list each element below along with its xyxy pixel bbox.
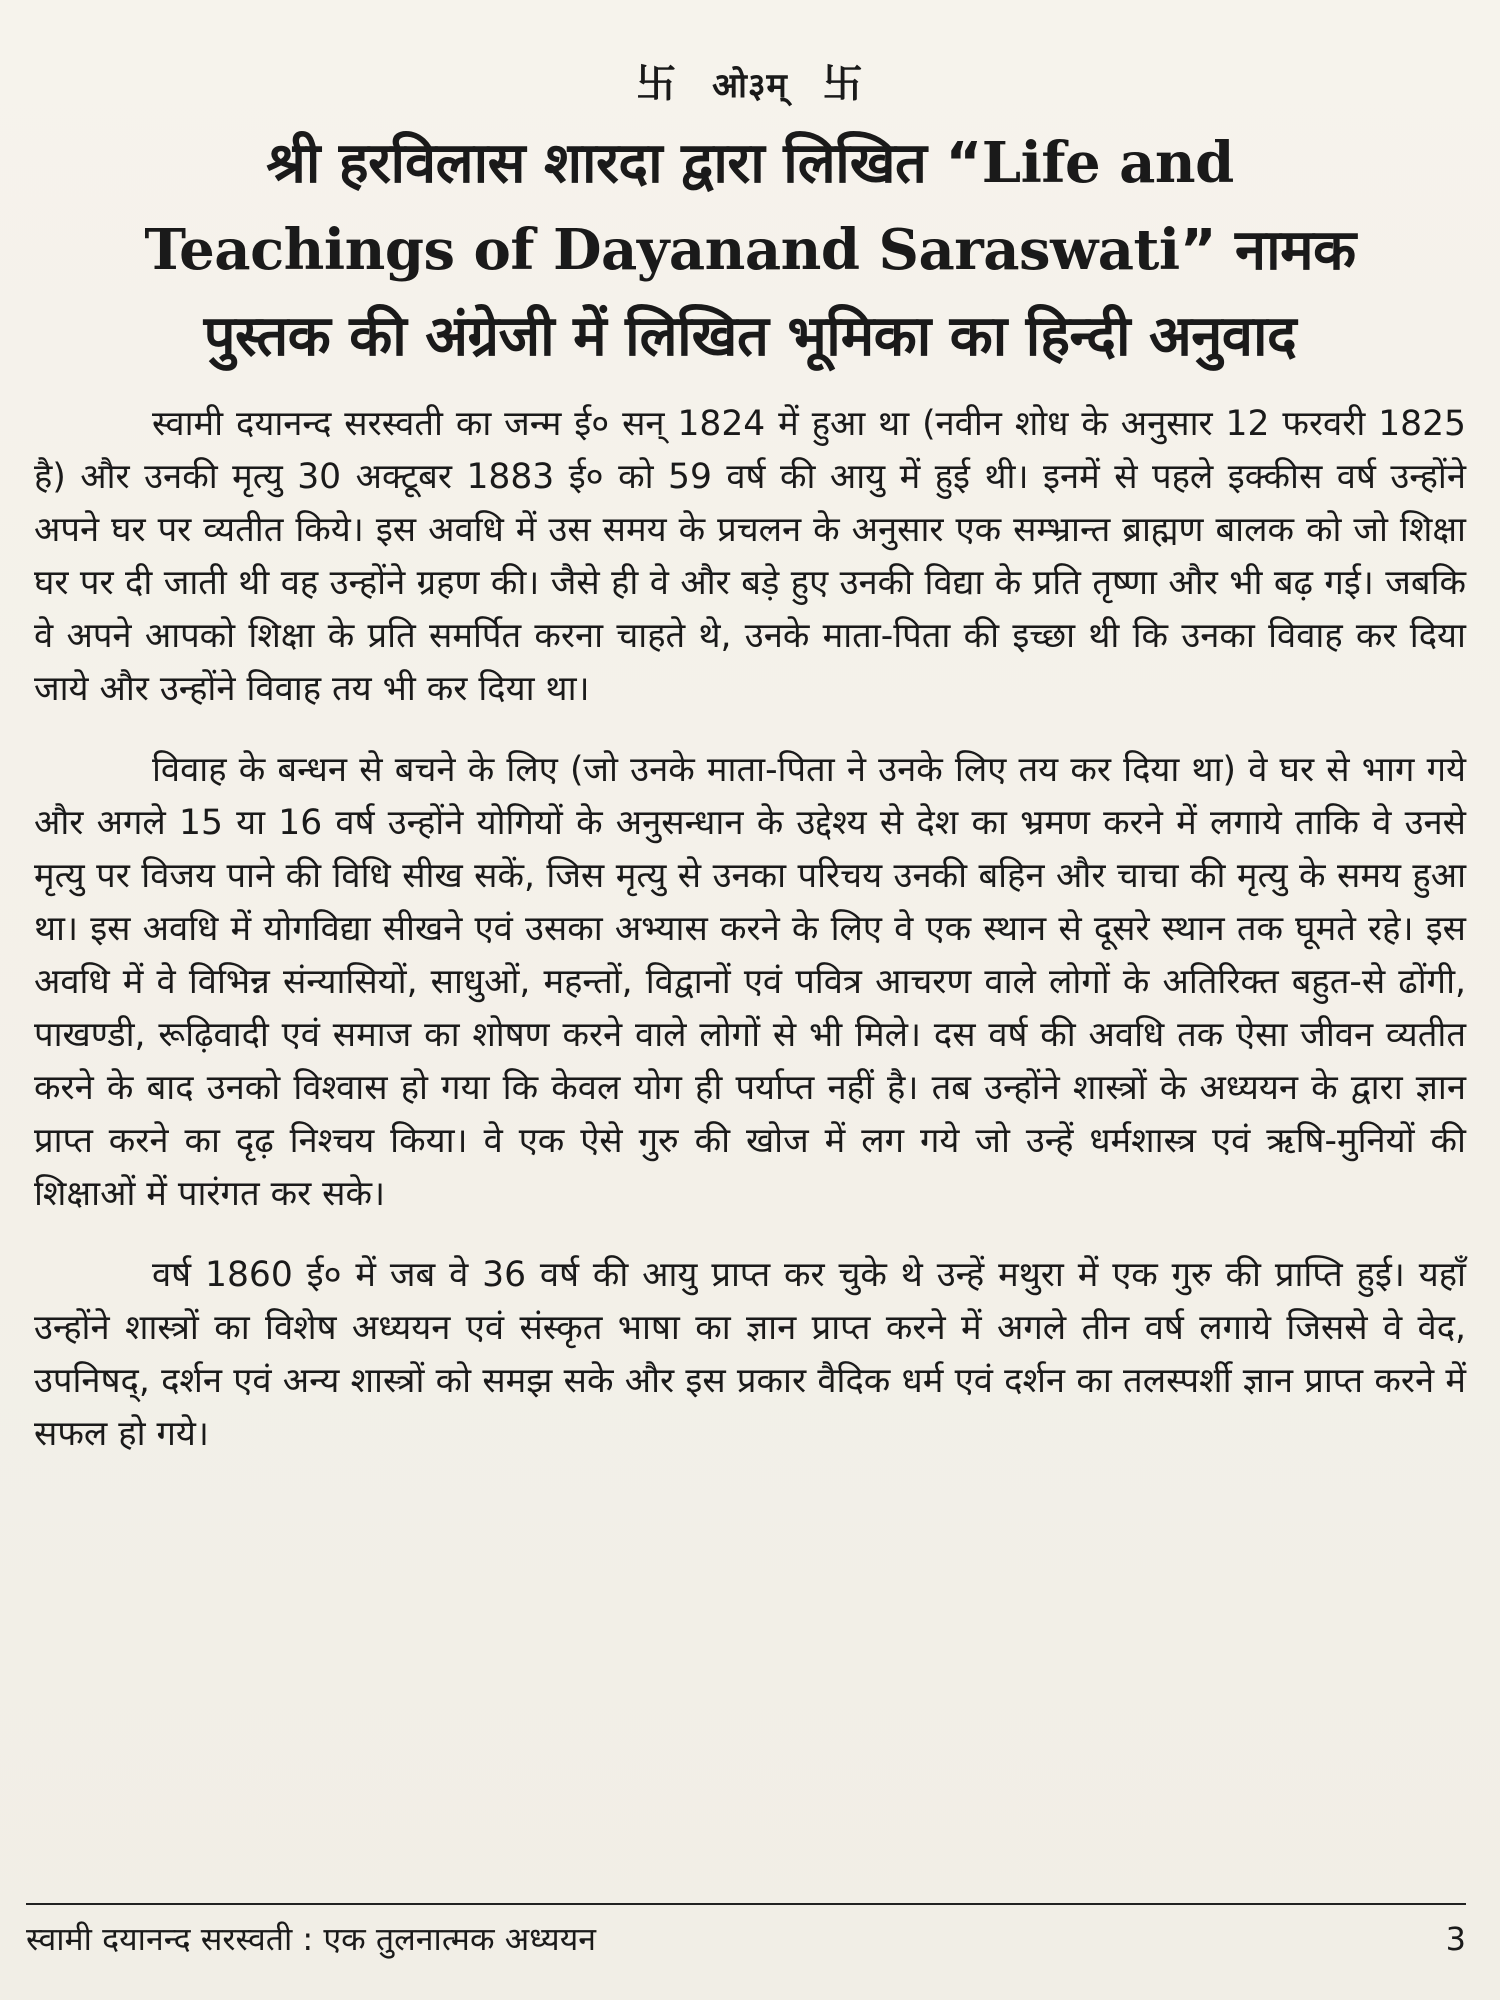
paragraph-2: विवाह के बन्धन से बचने के लिए (जो उनके माता-पिता ने उनके लिए तय कर दिया था) वे घर से भाग गये और अगले 15 या 16 वर्ष उन्होंने योगियों के अनुसन्धान के उद्देश्य से देश का भ्रमण करने में लगाये ताकि वे उनसे मृत्यु पर विजय पाने की विधि सीख सकें, जिस मृत्यु से उनका परिचय उनकी बहिन और चाचा की मृत्यु के समय हुआ था। इस अवधि में योगविद्या सीखने एवं उसका अभ्यास करने के लिए वे एक स्थान से दूसरे स्थान तक घूमते रहे। इस अवधि में वे विभिन्न संन्यासियों, साधुओं, महन्तों, विद्वानों एवं पवित्र आचरण वाले लोगों के अतिरिक्त बहुत-से ढोंगी, पाखण्डी, रूढ़िवादी एवं समाज का शोषण करने वाले लोगों से भी मिले। दस वर्ष की अवधि तक ऐसा जीवन व्यतीत करने के बाद उनको विश्वास हो गया कि केवल योग ही पर्याप्त नहीं है। तब उन्होंने शास्त्रों के अध्ययन के द्वारा ज्ञान प्राप्त करने का दृढ़ निश्चय किया। वे एक ऐसे गुरु की खोज में लग गये जो उन्हें धर्मशास्त्र एवं ऋषि-मुनियों की शिक्षाओं में पारंगत कर सके। [34, 750, 1466, 1214]
page-footer [26, 1903, 1466, 1959]
paragraph-3: वर्ष 1860 ई० में जब वे 36 वर्ष की आयु प्राप्त कर चुके थे उन्हें मथुरा में एक गुरु की प्राप्ति हुई। यहाँ उन्होंने शास्त्रों का विशेष अध्ययन एवं संस्कृत भाषा का ज्ञान प्राप्त करने में अगले तीन वर्ष लगाये जिससे वे वेद, उपनिषद्, दर्शन एवं अन्य शास्त्रों को समझ सके और इस प्रकार वैदिक धर्म एवं दर्शन का तलस्पर्शी ज्ञान प्राप्त करने में सफल हो गये। [34, 1255, 1466, 1454]
title-line-1-english: Life and [981, 130, 1234, 196]
footer-page-number: 3 [1445, 1920, 1466, 1958]
title-line-2-english: Teachings of Dayanand Saraswati [144, 217, 1180, 283]
swastika-icon-left: 卐 [636, 61, 678, 107]
title-line-1-hindi: श्री हरविलास शारदा द्वारा लिखित “ [266, 131, 982, 196]
swastika-icon-right: 卐 [822, 61, 864, 107]
om-header [34, 61, 1466, 112]
om-text: ओ३म् [712, 66, 788, 106]
title-line-2 [34, 207, 1466, 294]
title-line-1 [34, 120, 1466, 207]
page-title [34, 120, 1466, 380]
title-line-3: पुस्तक की अंग्रेजी में लिखित भूमिका का हिन्दी अनुवाद [203, 304, 1297, 369]
title-line-2-hindi: ” नामक [1179, 218, 1356, 283]
footer-book-title: स्वामी दयानन्द सरस्वती : एक तुलनात्मक अध्ययन [26, 1920, 597, 1958]
body-text [34, 398, 1466, 1461]
paragraph-1: स्वामी दयानन्द सरस्वती का जन्म ई० सन् 1824 में हुआ था (नवीन शोध के अनुसार 12 फरवरी 1825 है) और उनकी मृत्यु 30 अक्टूबर 1883 ई० को 59 वर्ष की आयु में हुई थी। इनमें से पहले इक्कीस वर्ष उन्होंने अपने घर पर व्यतीत किये। इस अवधि में उस समय के प्रचलन के अनुसार एक सम्भ्रान्त ब्राह्मण बालक को जो शिक्षा घर पर दी जाती थी वह उन्होंने ग्रहण की। जैसे ही वे और बड़े हुए उनकी विद्या के प्रति तृष्णा और भी बढ़ गई। जबकि वे अपने आपको शिक्षा के प्रति समर्पित करना चाहते थे, उनके माता-पिता की इच्छा थी कि उनका विवाह कर दिया जाये और उन्होंने विवाह तय भी कर दिया था। [34, 404, 1466, 709]
